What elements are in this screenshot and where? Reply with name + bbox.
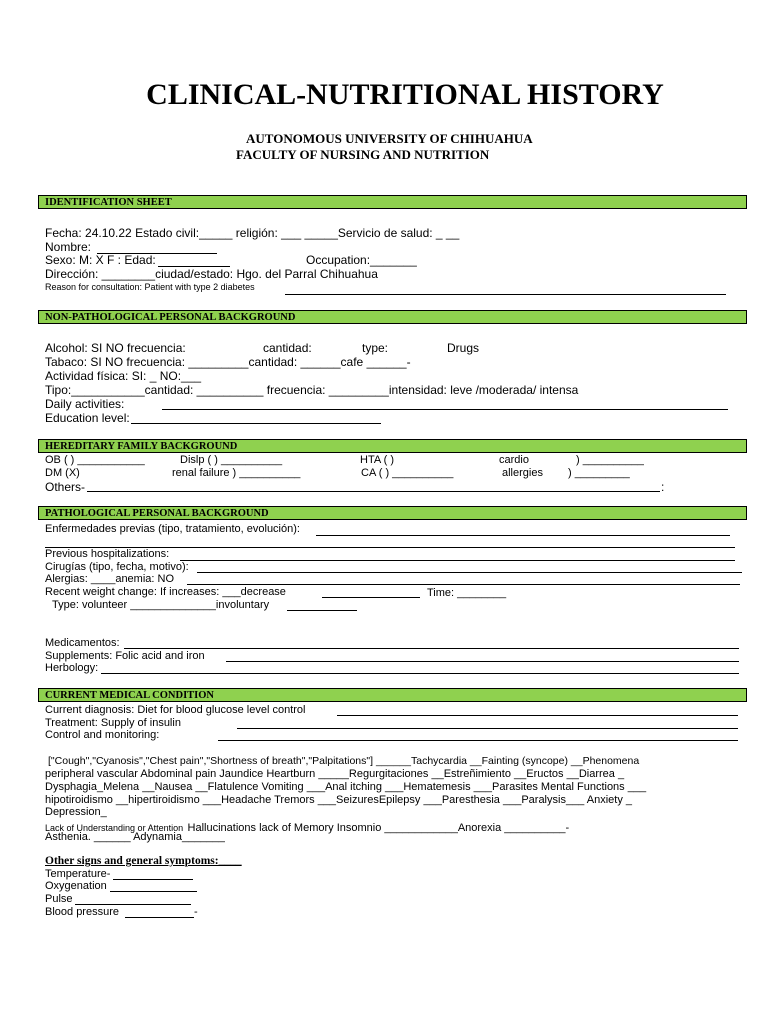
symptoms-line-2: peripheral vascular Abdominal pain Jaundice Heartburn _____Regurgitaciones __Estreñimiento __Eructos __Diarrea _ — [45, 768, 625, 780]
alcohol-drugs: Drugs — [447, 341, 480, 355]
reason-field[interactable] — [285, 294, 726, 295]
other-signs-heading: Other signs and general symptoms:____ — [45, 855, 242, 867]
sexo-label: Sexo: M: X F : Edad: — [45, 253, 156, 267]
alcohol-cantidad: cantidad: — [263, 341, 312, 355]
section-identification: IDENTIFICATION SHEET — [38, 195, 747, 209]
page-title: CLINICAL-NUTRITIONAL HISTORY — [146, 78, 664, 111]
involuntary-field[interactable] — [287, 610, 357, 611]
control-label: Control and monitoring: — [45, 729, 160, 741]
medicamentos-field[interactable] — [124, 648, 739, 649]
blood-pressure-field[interactable] — [125, 917, 194, 918]
medicamentos-label: Medicamentos: — [45, 637, 120, 649]
reason-label: Reason for consultation: Patient with type 2 diabetes — [45, 282, 255, 292]
faculty-name: FACULTY OF NURSING AND NUTRITION — [236, 147, 490, 162]
tipo-field[interactable]: Tipo:___________cantidad: __________ frecuencia: _________intensidad: leve /moderada/ intensa — [45, 383, 579, 397]
section-non-pathological: NON-PATHOLOGICAL PERSONAL BACKGROUND — [38, 310, 747, 324]
ca-field[interactable]: CA ( ) __________ — [361, 467, 454, 479]
treatment-field[interactable] — [237, 728, 738, 729]
alergias-field[interactable] — [187, 584, 740, 585]
ob-field[interactable]: OB ( ) ___________ — [45, 454, 145, 466]
temperature-label: Temperature- — [45, 868, 111, 880]
others-field[interactable] — [87, 491, 660, 492]
type-volunteer[interactable]: Type: volunteer ______________involuntary — [52, 599, 270, 611]
diagnosis-field[interactable] — [337, 715, 738, 716]
direccion-field[interactable]: Dirección: ________ciudad/estado: Hgo. del Parral Chihuahua — [45, 267, 378, 281]
section-pathological: PATHOLOGICAL PERSONAL BACKGROUND — [38, 506, 747, 520]
herbology-label: Herbology: — [45, 662, 99, 674]
tabaco-field[interactable]: Tabaco: SI NO frecuencia: _________cantidad: ______cafe ______- — [45, 355, 411, 369]
temperature-field[interactable] — [113, 879, 193, 880]
renal-field[interactable]: renal failure ) __________ — [172, 467, 301, 479]
weight-change[interactable]: Recent weight change: If increases: ___decrease — [45, 586, 286, 598]
herbology-field[interactable] — [101, 673, 739, 674]
hospitalizations-field[interactable] — [180, 560, 735, 561]
section-current: CURRENT MEDICAL CONDITION — [38, 688, 747, 702]
cirugias-label: Cirugías (tipo, fecha, motivo): — [45, 561, 189, 573]
time-field[interactable]: Time: ________ — [427, 587, 507, 599]
dislp-field[interactable]: Dislp ( ) __________ — [180, 454, 283, 466]
education-label: Education level: — [45, 411, 130, 425]
enfermedades-field[interactable] — [316, 535, 730, 536]
lack-rest-text: Hallucinations lack of Memory Insomnio ____________Anorexia __________- — [187, 822, 570, 834]
section-hereditary: HEREDITARY FAMILY BACKGROUND — [38, 439, 747, 453]
symptoms-line-1: ["Cough","Cyanosis","Chest pain","Shortness of breath","Palpitations"] ______Tachycardia __Fainting (syncope) __Phenomena — [48, 755, 640, 767]
symptoms-line-4: hipotiroidismo __hipertiroidismo ___Headache Tremors ___SeizuresEpilepsy ___Paresthesia ___Paralysis___ Anxiety _ — [45, 794, 632, 806]
daily-field[interactable] — [162, 409, 728, 410]
alcohol-label: Alcohol: SI NO frecuencia: — [45, 341, 186, 355]
actividad-field[interactable]: Actividad física: SI: _ NO:___ — [45, 369, 202, 383]
allergies-label: allergies — [502, 467, 543, 479]
alcohol-type: type: — [362, 341, 389, 355]
allergies-field[interactable]: ) _________ — [568, 467, 630, 479]
blood-pressure-dash: - — [194, 906, 198, 918]
id-line-fecha[interactable]: Fecha: 24.10.22 Estado civil:_____ religión: ___ _____Servicio de salud: _ __ — [45, 226, 460, 240]
cirugias-field[interactable] — [197, 572, 742, 573]
asthenia-line: Asthenia. ______ Adynamia_______ — [45, 831, 225, 843]
blood-pressure-label: Blood pressure — [45, 906, 119, 918]
university-name: AUTONOMOUS UNIVERSITY OF CHIHUAHUA — [246, 131, 533, 146]
hospitalizations-label: Previous hospitalizations: — [45, 548, 170, 560]
symptoms-line-3: Dysphagia_Melena __Nausea __Flatulence Vomiting ___Anal itching ___Hematemesis ___Parasites Mental Functions ___ — [45, 781, 647, 793]
supplements-label: Supplements: Folic acid and iron — [45, 650, 205, 662]
hta-field[interactable]: HTA ( ) — [360, 454, 395, 466]
oxygenation-field[interactable] — [110, 891, 197, 892]
pulse-label: Pulse — [45, 893, 73, 905]
enfermedades-label: Enfermedades previas (tipo, tratamiento, evolución): — [45, 523, 300, 535]
supplements-field[interactable] — [226, 661, 739, 662]
daily-label: Daily activities: — [45, 397, 125, 411]
occupation-field[interactable]: Occupation:_______ — [306, 253, 417, 267]
cardio-label: cardio — [499, 454, 529, 466]
education-field[interactable] — [131, 423, 381, 424]
symptoms-line-5: Depression_ — [45, 806, 107, 818]
dm-field[interactable]: DM (X) — [45, 467, 80, 479]
lack-small-text: Lack of Understanding or Attention — [45, 823, 184, 833]
nombre-label: Nombre: — [45, 240, 92, 254]
cardio-field[interactable]: ) __________ — [576, 454, 644, 466]
oxygenation-label: Oxygenation — [45, 880, 107, 892]
diagnosis-label: Current diagnosis: Diet for blood glucose level control — [45, 704, 306, 716]
decrease-field[interactable] — [322, 597, 420, 598]
others-end: : — [661, 480, 665, 494]
treatment-label: Treatment: Supply of insulin — [45, 717, 181, 729]
alergias-label: Alergias: ____anemia: NO — [45, 573, 175, 585]
control-field[interactable] — [218, 740, 738, 741]
others-label: Others- — [45, 480, 86, 494]
pulse-field[interactable] — [75, 904, 191, 905]
